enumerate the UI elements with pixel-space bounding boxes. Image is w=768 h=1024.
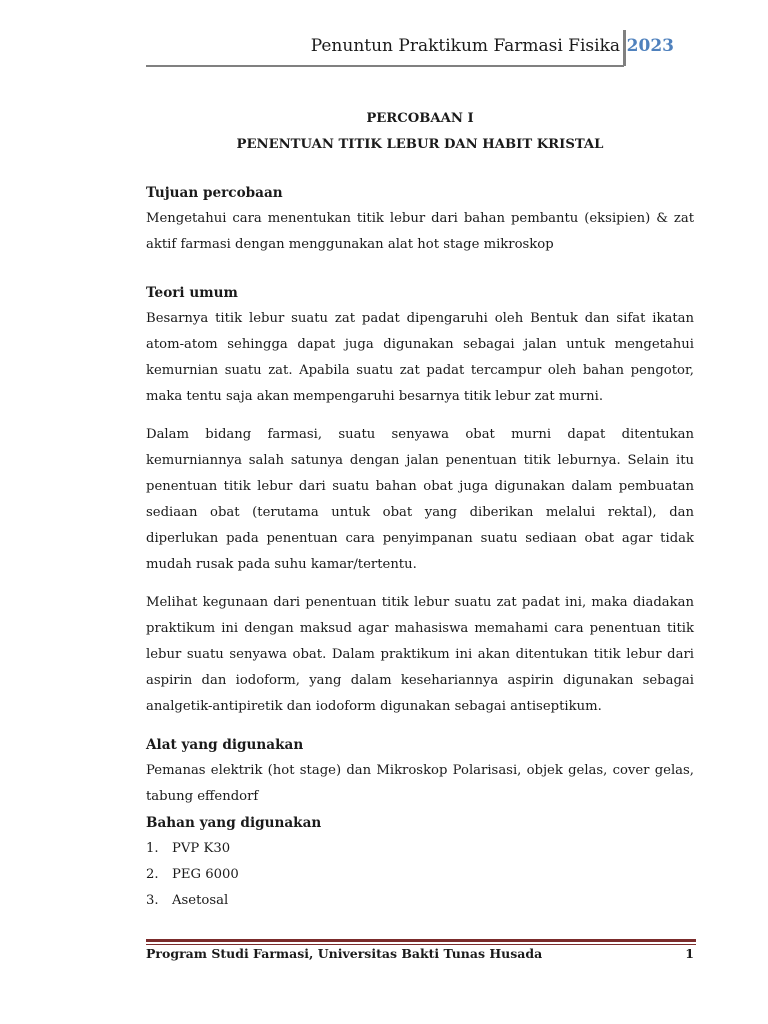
- list-item-label: PVP K30: [172, 841, 231, 856]
- teori-paragraph-3: Melihat kegunaan dari penentuan titik lebur suatu zat padat ini, maka diadakan praktikum ini dengan maksud agar mahasiswa memahami cara penentuan titik lebur suatu senyawa obat. Dalam praktikum ini akan ditentukan titik lebur dari aspirin dan iodoform, yang dalam kesehariannya aspirin digunakan sebagai analgetik-antipiretik dan iodoform digunakan sebagai antiseptikum.: [146, 595, 694, 714]
- page-header: [146, 30, 698, 66]
- header-rule: [146, 65, 624, 67]
- page-number: 1: [685, 946, 694, 961]
- header-title: Penuntun Praktikum Farmasi Fisika: [310, 36, 620, 56]
- list-item: [146, 862, 694, 888]
- bahan-heading: Bahan yang digunakan: [146, 815, 322, 831]
- tujuan-heading: Tujuan percobaan: [146, 185, 283, 201]
- bahan-list: [146, 836, 694, 914]
- header-separator: [623, 30, 626, 66]
- header-year: 2023: [626, 36, 674, 56]
- footer-rule-thin: [146, 944, 696, 945]
- alat-text: Pemanas elektrik (hot stage) dan Mikroskop Polarisasi, objek gelas, cover gelas, tabung effendorf: [146, 763, 694, 804]
- experiment-label: PERCOBAAN I: [366, 111, 474, 126]
- footer-rule-thick: [146, 939, 696, 942]
- teori-paragraph-2: Dalam bidang farmasi, suatu senyawa obat murni dapat ditentukan kemurniannya salah satunya dengan jalan penentuan titik leburnya. Selain itu penentuan titik lebur dari suatu bahan obat juga digunakan dalam pembuatan sediaan obat (terutama untuk obat yang diberikan melalui rektal), dan diperlukan pada penentuan cara penyimpanan suatu sediaan obat agar tidak mudah rusak pada suhu kamar/tertentu.: [146, 427, 694, 572]
- experiment-title: PENENTUAN TITIK LEBUR DAN HABIT KRISTAL: [236, 137, 604, 152]
- teori-heading: Teori umum: [146, 285, 238, 301]
- list-item: [146, 836, 694, 862]
- list-item: [146, 888, 694, 914]
- list-item-label: Asetosal: [172, 893, 229, 908]
- list-item-number: 3.: [146, 893, 159, 908]
- teori-paragraph-1: Besarnya titik lebur suatu zat padat dipengaruhi oleh Bentuk dan sifat ikatan atom-atom sehingga dapat juga digunakan sebagai jalan untuk mengetahui kemurnian suatu zat. Apabila suatu zat padat tercampur oleh bahan pengotor, maka tentu saja akan mempengaruhi besarnya titik lebur zat murni.: [146, 311, 694, 404]
- alat-heading: Alat yang digunakan: [146, 737, 304, 753]
- list-item-number: 2.: [146, 867, 159, 882]
- tujuan-text: Mengetahui cara menentukan titik lebur dari bahan pembantu (eksipien) & zat aktif farmasi dengan menggunakan alat hot stage mikroskop: [146, 211, 694, 252]
- footer-institution: Program Studi Farmasi, Universitas Bakti Tunas Husada: [146, 946, 543, 961]
- list-item-number: 1.: [146, 841, 159, 856]
- list-item-label: PEG 6000: [172, 867, 239, 882]
- document-body: [146, 106, 694, 914]
